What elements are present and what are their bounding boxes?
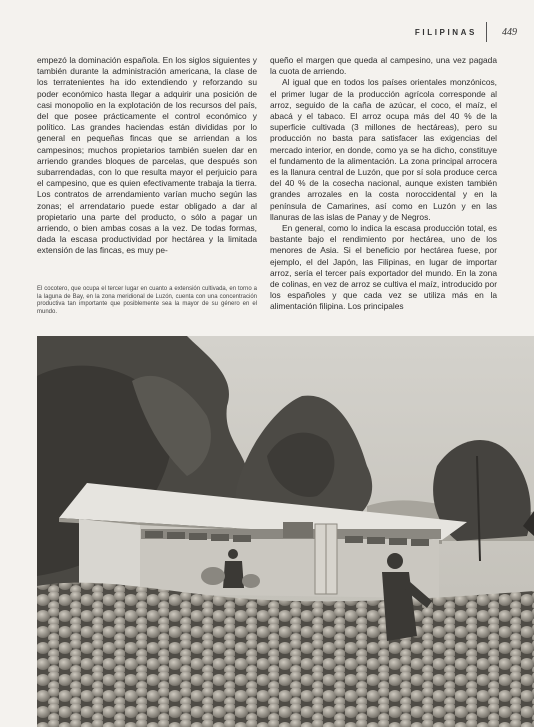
section-title: FILIPINAS xyxy=(414,28,477,37)
photo-caption: El cocotero, que ocupa el tercer lugar en cuanto a extensión cultivada, en torno a la laguna de Bay, en la zona meridional de Luzón, cuenta con una concentración productiva tan importante que posiblemente sea la mayor de su género en el mundo. xyxy=(37,286,257,315)
coconut-harvest-photo xyxy=(37,336,534,727)
right-text-column xyxy=(270,55,497,313)
right-paragraph-1: queño el margen que queda al campesino, una vez pagada la cuota de arriendo. xyxy=(270,55,497,77)
right-paragraph-3: En general, como lo indica la escasa producción total, es bastante bajo el rendimiento por hectárea, uno de los menores de Asia. Si el beneficio por hectárea fuese, por ejemplo, el del Japón, las Filipinas, en lugar de importar arroz, sería el tercer país exportador del mundo. En la zona de colinas, en vez de arroz se cultiva el maíz, introducido por los españoles y que cada vez se utiliza más en la alimentación filipina. Los principales xyxy=(270,223,497,312)
left-paragraph-1: empezó la dominación española. En los siglos siguientes y también durante la administración americana, la clase de los terratenientes ha ido extendiendo y reforzando su poder económico hasta llegar a adquirir una posición de casi monopolio en la explotación de los recursos del país, del que posee prácticamente el control económico y político. Las grandes haciendas están divididas por lo general en pequeñas fincas que se arriendan a los campesinos; muchos propietarios también suelen dar en arriendo grandes bloques de parcelas, que después son subarrendadas, con lo que resulta mayor el perjuicio para el campesino, que es quien efectivamente trabaja la tierra. Los contratos de arrendamiento varían mucho según las zonas; el arrendatario puede estar obligado a dar al propietario una parte del producto, o sólo a pagar un arriendo, o bien ambas cosas a la vez. De todas formas, dada la escasa productividad por hectárea y la limitada extensión de las fincas, es muy pe- xyxy=(37,55,257,256)
page-header xyxy=(387,22,517,42)
page-number: 449 xyxy=(502,27,517,38)
right-paragraph-2: Al igual que en todos los países orientales monzónicos, el primer lugar de la producción agrícola corresponde al arroz, seguido de la caña de azúcar, el coco, el maíz, el abacá y el tabaco. El arroz ocupa más del 40 % de la superficie cultivada (3 millones de hectáreas), pero su producción no basta para satisfacer las exigencias del mercado interior, en donde, como ya se ha dicho, constituye el fundamento de la alimentación. La zona principal arrocera es la llanura central de Luzón, que por sí sola produce cerca del 40 % de la cosecha nacional, aunque existen también grandes arrozales en la costa noroccidental y en la península de Camarines, así como en Luzón y en las llanuras de las islas de Panay y de Negros. xyxy=(270,77,497,222)
header-divider xyxy=(486,22,487,42)
left-text-column xyxy=(37,55,257,257)
